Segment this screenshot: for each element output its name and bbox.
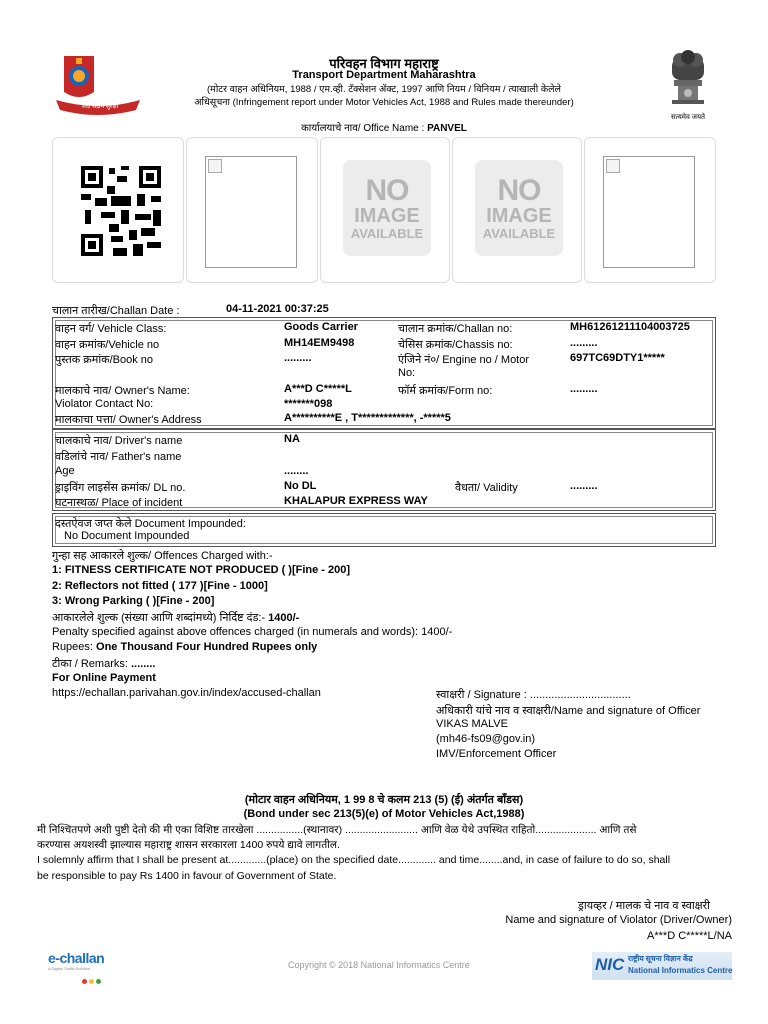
officer-email: (mh46-fs09@gov.in) — [436, 733, 535, 745]
dl-no-value: No DL — [284, 480, 317, 492]
owner-name-label: मालकाचे नाव/ Owner's Name: — [55, 385, 190, 397]
book-no-label: पुस्तक क्रमांक/Book no — [55, 354, 154, 366]
violator-contact-label: Violator Contact No: — [55, 398, 154, 410]
vehicle-class-label: वाहन वर्ग/ Vehicle Class: — [55, 323, 167, 335]
owner-address-value: A**********E , T*************, -*****5 — [284, 412, 451, 424]
challan-date-value: 04-11-2021 00:37:25 — [226, 303, 329, 315]
offences-label: गुन्हा सह आकारले शुल्क/ Offences Charged with:- — [52, 550, 273, 562]
penalty-english-line: Penalty specified against above offences charged (in numerals and words): 1400/- — [52, 626, 453, 638]
qr-code-box — [52, 137, 184, 283]
logo-caption: सदा सक्षम सुरक्षा — [81, 104, 119, 110]
owner-name-value: A***D C*****L — [284, 383, 352, 395]
engine-no-label: एंजिने नं०/ Engine no / Motor — [398, 354, 530, 366]
rupees-line — [52, 641, 317, 653]
penalty-marathi-line — [52, 610, 299, 625]
nic-logo — [592, 952, 732, 980]
driver-name-label: चालकाचे नाव/ Driver's name — [55, 435, 183, 447]
header-subtitle-line1: (मोटर वाहन अधिनियम, 1988 / एम.व्ही. टॅक्सेशन ॲक्ट, 1997 आणि नियम / विनियम / त्याखाली केलेले — [207, 84, 561, 95]
vehicle-no-value: MH14EM9498 — [284, 337, 355, 349]
no-image-placeholder: NO IMAGE AVAILABLE — [343, 160, 431, 256]
remarks-label: टीका / Remarks: — [52, 658, 131, 670]
nic-abbr: NIC — [595, 955, 625, 974]
violator-signature-label-english: Name and signature of Violator (Driver/Owner) — [505, 914, 732, 926]
driver-name-value: NA — [284, 433, 300, 445]
office-name-line — [0, 120, 768, 134]
age-label: Age — [55, 465, 75, 477]
bond-title-english: (Bond under sec 213(5)(e) of Motor Vehicles Act,1988) — [243, 808, 525, 820]
nic-english-text: National Informatics Centre — [628, 966, 733, 975]
rupees-label: Rupees: — [52, 641, 97, 653]
offence-item: 3: Wrong Parking ( )[Fine - 200] — [52, 595, 215, 607]
national-emblem-icon — [666, 48, 710, 112]
penalty-marathi-value: 1400/- — [268, 612, 300, 624]
bond-text-english-2: be responsible to pay Rs 1400 in favour of Government of State. — [37, 870, 337, 882]
officer-name-signature-label: अधिकारी यांचे नाव व स्वाक्षरी/Name and signature of Officer — [436, 705, 701, 717]
form-no-label: फॉर्म क्रमांक/Form no: — [398, 385, 493, 397]
broken-image-icon — [603, 156, 695, 268]
age-value: ........ — [284, 465, 309, 477]
evidence-image-3 — [452, 137, 582, 283]
documents-impounded-value: No Document Impounded — [64, 530, 190, 542]
nic-hindi-text: राष्ट्रीय सूचना विज्ञान केंद्र — [628, 954, 693, 963]
header-subtitle-line2: अधिसूचना (Infringement report under Motor Vehicles Act, 1988 and Rules made thereunder) — [194, 97, 574, 108]
remarks-value: ........ — [130, 658, 156, 670]
dl-no-label: ड्राइविंग लाइसेंस क्रमांक/ DL no. — [55, 482, 186, 494]
chassis-label: चेसिस क्रमांक/Chassis no: — [398, 339, 513, 351]
evidence-image-1 — [186, 137, 318, 283]
echallan-tagline: A Digital Traffic Solution — [48, 966, 91, 971]
book-no-value: ......... — [284, 352, 312, 364]
department-title-marathi: परिवहन विभाग महाराष्ट्र — [329, 56, 439, 71]
vehicle-no-label: वाहन क्रमांक/Vehicle no — [55, 339, 160, 351]
officer-signature-line: स्वाक्षरी / Signature : ................................. — [436, 689, 631, 701]
copyright-text: Copyright © 2018 National Informatics Centre — [288, 960, 470, 970]
remarks-line — [52, 656, 155, 671]
emblem-caption: सत्यमेव जयते — [670, 114, 706, 121]
no-image-placeholder: NO IMAGE AVAILABLE — [475, 160, 563, 256]
echallan-dots-icon — [82, 975, 112, 981]
online-payment-link[interactable]: https://echallan.parivahan.gov.in/index/accused-challan — [52, 687, 321, 699]
qr-code-icon — [81, 166, 161, 256]
violator-signature-label-marathi: ड्रायव्हर / मालक चे नाव व स्वाक्षरी — [577, 900, 710, 912]
challan-no-label: चालान क्रमांक/Challan no: — [398, 323, 513, 335]
challan-no-value: MH61261211104003725 — [570, 321, 690, 333]
bond-text-marathi-2: करण्यास अयशस्वी झाल्यास महाराष्ट्र शासन सरकारला 1400 रुपये द्यावे लागतील. — [37, 839, 340, 851]
penalty-marathi-label: आकारलेले शुल्क (संख्या आणि शब्दांमध्ये) निर्दिष्ट दंड:- — [52, 612, 269, 624]
engine-no-label-cont: No: — [398, 367, 416, 379]
offence-item: 1: FITNESS CERTIFICATE NOT PRODUCED ( )[Fine - 200] — [52, 564, 351, 576]
violator-contact-value: *******098 — [284, 398, 333, 410]
broken-image-icon — [205, 156, 297, 268]
place-of-incident-value: KHALAPUR EXPRESS WAY — [284, 495, 428, 507]
place-of-incident-label: घटनास्थळ/ Place of incident — [55, 497, 183, 509]
online-payment-label: For Online Payment — [52, 672, 156, 684]
father-name-label: वडिलांचे नाव/ Father's name — [55, 451, 182, 463]
bond-title-marathi: (मोटार वाहन अधिनियम, 1 99 8 चे कलम 213 (5) (ई) अंतर्गत बॉंडस) — [244, 794, 524, 806]
department-title-english: Transport Department Maharashtra — [292, 69, 476, 81]
bond-text-english-1: I solemnly affirm that I shall be present at.............(place) on the specified date............. and time........and, in case of failure to do so, shall — [37, 854, 671, 866]
office-label: कार्यालयाचे नाव/ Office Name : — [301, 123, 428, 134]
engine-no-value: 697TC69DTY1***** — [570, 352, 665, 364]
chassis-value: ......... — [570, 337, 598, 349]
validity-label: वैधता/ Validity — [455, 482, 518, 494]
documents-impounded-label: दस्तऐवज जप्त केले Document Impounded: — [55, 518, 246, 530]
offence-item: 2: Reflectors not fitted ( 177 )[Fine - 1000] — [52, 580, 268, 592]
evidence-image-2 — [320, 137, 450, 283]
owner-address-label: मालकाचा पत्ता/ Owner's Address — [55, 414, 202, 426]
echallan-logo — [48, 950, 118, 984]
vehicle-class-value: Goods Carrier — [284, 321, 358, 333]
violator-signature-value: A***D C*****L/NA — [647, 930, 732, 942]
form-no-value: ......... — [570, 383, 598, 395]
office-name: PANVEL — [427, 123, 467, 134]
echallan-logo-text: e-challan — [48, 950, 105, 966]
evidence-image-4 — [584, 137, 716, 283]
rupees-value: One Thousand Four Hundred Rupees only — [96, 641, 318, 653]
bond-text-marathi-1: मी निश्चितपणे अशी पुष्टी देतो की मी एका विशिष्ट तारखेला ................(स्थानावर) ......................... आणि वेळ येथे उपस्थित राहितो..................... आणि तसे — [37, 824, 637, 836]
officer-name: VIKAS MALVE — [436, 718, 508, 730]
validity-value: ......... — [570, 480, 598, 492]
challan-date-label: चालान तारीख/Challan Date : — [52, 305, 180, 317]
officer-designation: IMV/Enforcement Officer — [436, 748, 557, 760]
